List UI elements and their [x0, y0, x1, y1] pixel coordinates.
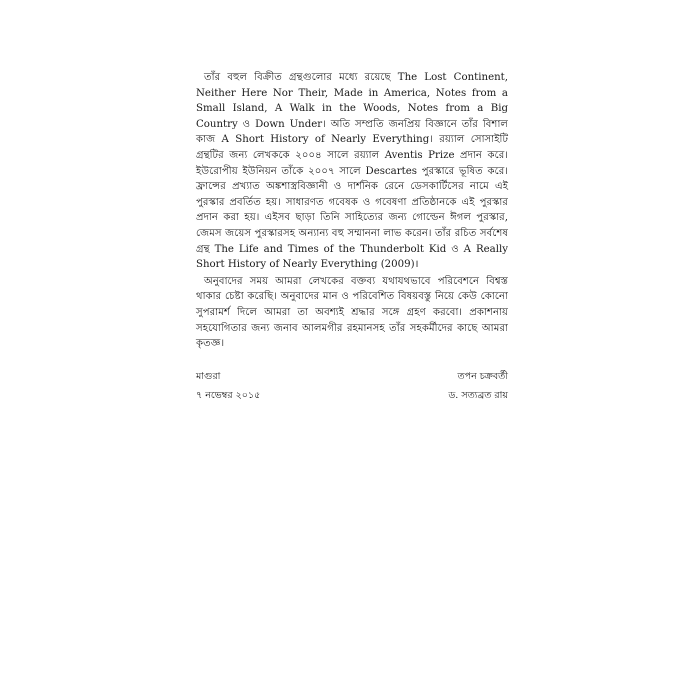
paragraph-translator-note: অনুবাদের সময় আমরা লেখকের বক্তব্য যথাযথভাবে পরিবেশনে বিশ্বস্ত থাকার চেষ্টা করেছি। অনুবাদের মান ও পরিবেশিত বিষয়বস্তু নিয়ে কেউ কোনো সুপরামর্শ দিলে আমরা তা অবশ্যই শ্রদ্ধার সঙ্গে গ্রহণ করবো। প্রকাশনায় সহযোগিতার জন্য জনাব আলমগীর রহমানসহ তাঁর সহকর্মীদের কাছে আমরা কৃতজ্ঞ। [196, 275, 508, 350]
body-text [196, 70, 508, 352]
signoff-date: ৭ নভেম্বর ২০১৫ [196, 390, 261, 401]
signoff-row-2 [196, 389, 508, 403]
signoff-row-1 [196, 370, 508, 384]
signoff-place: মাগুরা [196, 371, 221, 382]
signoff-translator-1: তপন চক্রবর্তী [457, 371, 508, 382]
signoff-translator-2: ড. সত্যব্রত রায় [448, 390, 508, 401]
paragraph-author-works: তাঁর বহুল বিক্রীত গ্রন্থগুলোর মধ্যে রয়েছে The Lost Continent, Neither Here Nor Their, Made in America, Notes from a Small Island, A Walk in the Woods, Notes from a Big Country ও Down Under। অতি সম্প্রতি জনপ্রিয় বিজ্ঞানে তাঁর বিশাল কাজ A Short History of Nearly Everything। রয়্যাল সোসাইটি গ্রন্থটির জন্য লেখককে ২০০৪ সালে রয়্যাল Aventis Prize প্রদান করে। ইউরোপীয় ইউনিয়ন তাঁকে ২০০৭ সালে Descartes পুরস্কারে ভূষিত করে। ফ্রান্সের প্রখ্যাত অঙ্কশাস্ত্রবিজ্ঞানী ও দার্শনিক রেনে ডেসকার্টিসের নামে এই পুরস্কার প্রবর্তিত হয়। সাধারণত গবেষক ও গবেষণা প্রতিষ্ঠানকে এই পুরস্কার প্রদান করা হয়। এইসব ছাড়া তিনি সাহিত্যের জন্য গোল্ডেন ঈগল পুরস্কার, জেমস জয়েস পুরস্কারসহ অন্যান্য বহু সম্মাননা লাভ করেন। তাঁর রচিত সর্বশেষ গ্রন্থ The Life and Times of the Thunderbolt Kid ও A Really Short History of Nearly Everything (2009)। [196, 72, 508, 271]
